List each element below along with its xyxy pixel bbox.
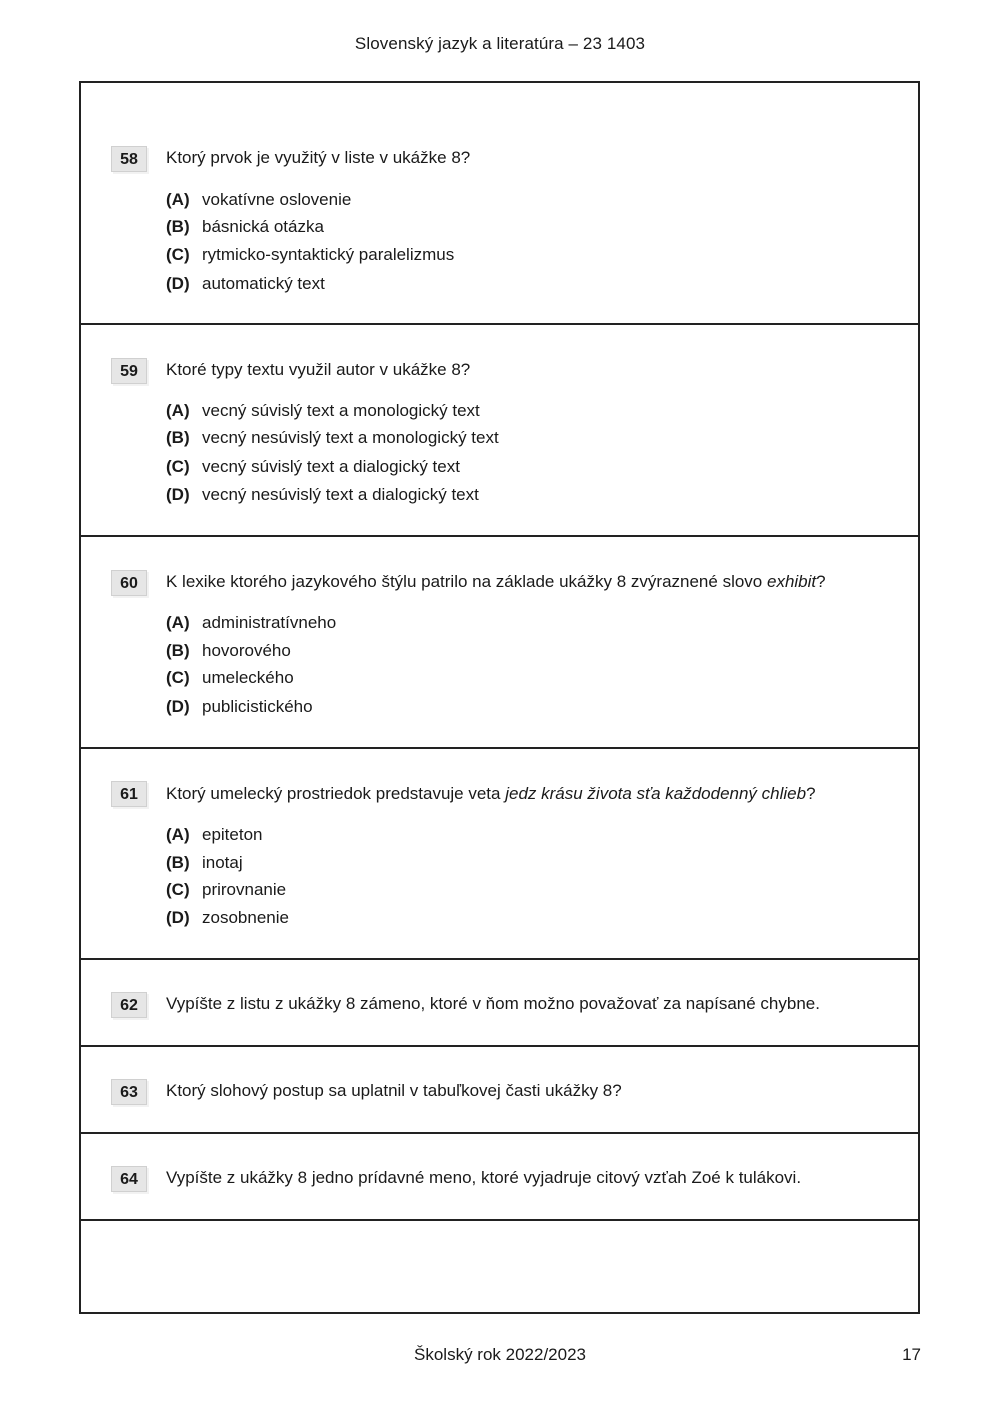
divider	[81, 1045, 918, 1047]
divider	[81, 323, 918, 325]
answer-option	[166, 640, 291, 662]
question-text-part: ?	[806, 784, 816, 803]
divider	[81, 1132, 918, 1134]
option-text: vecný súvislý text a dialogický text	[202, 457, 460, 476]
footer-school-year: Školský rok 2022/2023	[414, 1345, 586, 1364]
answer-option	[166, 852, 243, 874]
option-text: automatický text	[202, 274, 325, 293]
option-text: inotaj	[202, 853, 243, 872]
answer-option	[166, 456, 460, 478]
option-text: rytmicko-syntaktický paralelizmus	[202, 245, 455, 264]
question-number: 63	[111, 1079, 147, 1105]
option-letter: (A)	[166, 825, 190, 844]
answer-option	[166, 696, 313, 718]
answer-option	[166, 400, 480, 422]
answer-option	[166, 244, 454, 266]
answer-option	[166, 667, 294, 689]
question-number: 62	[111, 992, 147, 1018]
question-text-part: ?	[816, 572, 826, 591]
option-letter: (B)	[166, 853, 190, 872]
page-header: Slovenský jazyk a literatúra – 23 1403	[354, 34, 646, 53]
divider	[81, 958, 918, 960]
option-letter: (A)	[166, 401, 190, 420]
question-number: 61	[111, 781, 147, 807]
question-text: Ktorý slohový postup sa uplatnil v tabuľkovej časti ukážky 8?	[166, 1081, 622, 1100]
question-number: 58	[111, 146, 147, 172]
option-letter: (B)	[166, 641, 190, 660]
option-letter: (C)	[166, 668, 190, 687]
answer-option	[166, 612, 336, 634]
option-text: básnická otázka	[202, 217, 324, 236]
page-number: 17	[902, 1345, 921, 1364]
option-text: prirovnanie	[202, 880, 287, 899]
question-text: Ktorý prvok je využitý v liste v ukážke 8?	[166, 148, 471, 167]
option-text: hovorového	[202, 641, 291, 660]
divider	[81, 535, 918, 537]
answer-option	[166, 879, 286, 901]
option-letter: (D)	[166, 697, 190, 716]
question-text: Ktoré typy textu využil autor v ukážke 8?	[166, 360, 471, 379]
option-letter: (D)	[166, 274, 190, 293]
option-text: epiteton	[202, 825, 263, 844]
question-number: 64	[111, 1166, 147, 1192]
question-number: 60	[111, 570, 147, 596]
option-letter: (A)	[166, 190, 190, 209]
option-letter: (A)	[166, 613, 190, 632]
answer-option	[166, 907, 289, 929]
option-text: vecný nesúvislý text a monologický text	[202, 428, 499, 447]
question-text-part: K lexike ktorého jazykového štýlu patrilo na základe ukážky 8 zvýraznené slovo	[166, 572, 767, 591]
option-letter: (D)	[166, 908, 190, 927]
option-letter: (C)	[166, 245, 190, 264]
answer-option	[166, 216, 324, 238]
option-text: publicistického	[202, 697, 313, 716]
question-text	[166, 783, 816, 805]
question-text-emphasis: jedz krásu života sťa každodenný chlieb	[505, 784, 807, 803]
question-text: Vypíšte z listu z ukážky 8 zámeno, ktoré v ňom možno považovať za napísané chybne.	[166, 994, 820, 1013]
option-text: vecný súvislý text a monologický text	[202, 401, 480, 420]
answer-option	[166, 273, 325, 295]
question-text-emphasis: exhibit	[766, 572, 817, 591]
answer-option	[166, 427, 499, 449]
question-text	[166, 571, 826, 593]
option-letter: (C)	[166, 457, 190, 476]
option-letter: (C)	[166, 880, 190, 899]
option-text: zosobnenie	[202, 908, 289, 927]
option-text: administratívneho	[202, 613, 337, 632]
answer-option	[166, 189, 351, 211]
question-number: 59	[111, 358, 147, 384]
divider	[81, 747, 918, 749]
option-letter: (B)	[166, 217, 190, 236]
answer-option	[166, 484, 479, 506]
option-letter: (D)	[166, 485, 190, 504]
question-text-part: Ktorý umelecký prostriedok predstavuje veta	[166, 784, 506, 803]
option-text: vokatívne oslovenie	[202, 190, 352, 209]
option-text: vecný nesúvislý text a dialogický text	[202, 485, 479, 504]
divider	[81, 1219, 918, 1221]
option-text: umeleckého	[202, 668, 294, 687]
question-text: Vypíšte z ukážky 8 jedno prídavné meno, ktoré vyjadruje citový vzťah Zoé k tulákovi.	[166, 1168, 802, 1187]
answer-option	[166, 824, 263, 846]
option-letter: (B)	[166, 428, 190, 447]
questions-frame	[79, 81, 920, 1314]
